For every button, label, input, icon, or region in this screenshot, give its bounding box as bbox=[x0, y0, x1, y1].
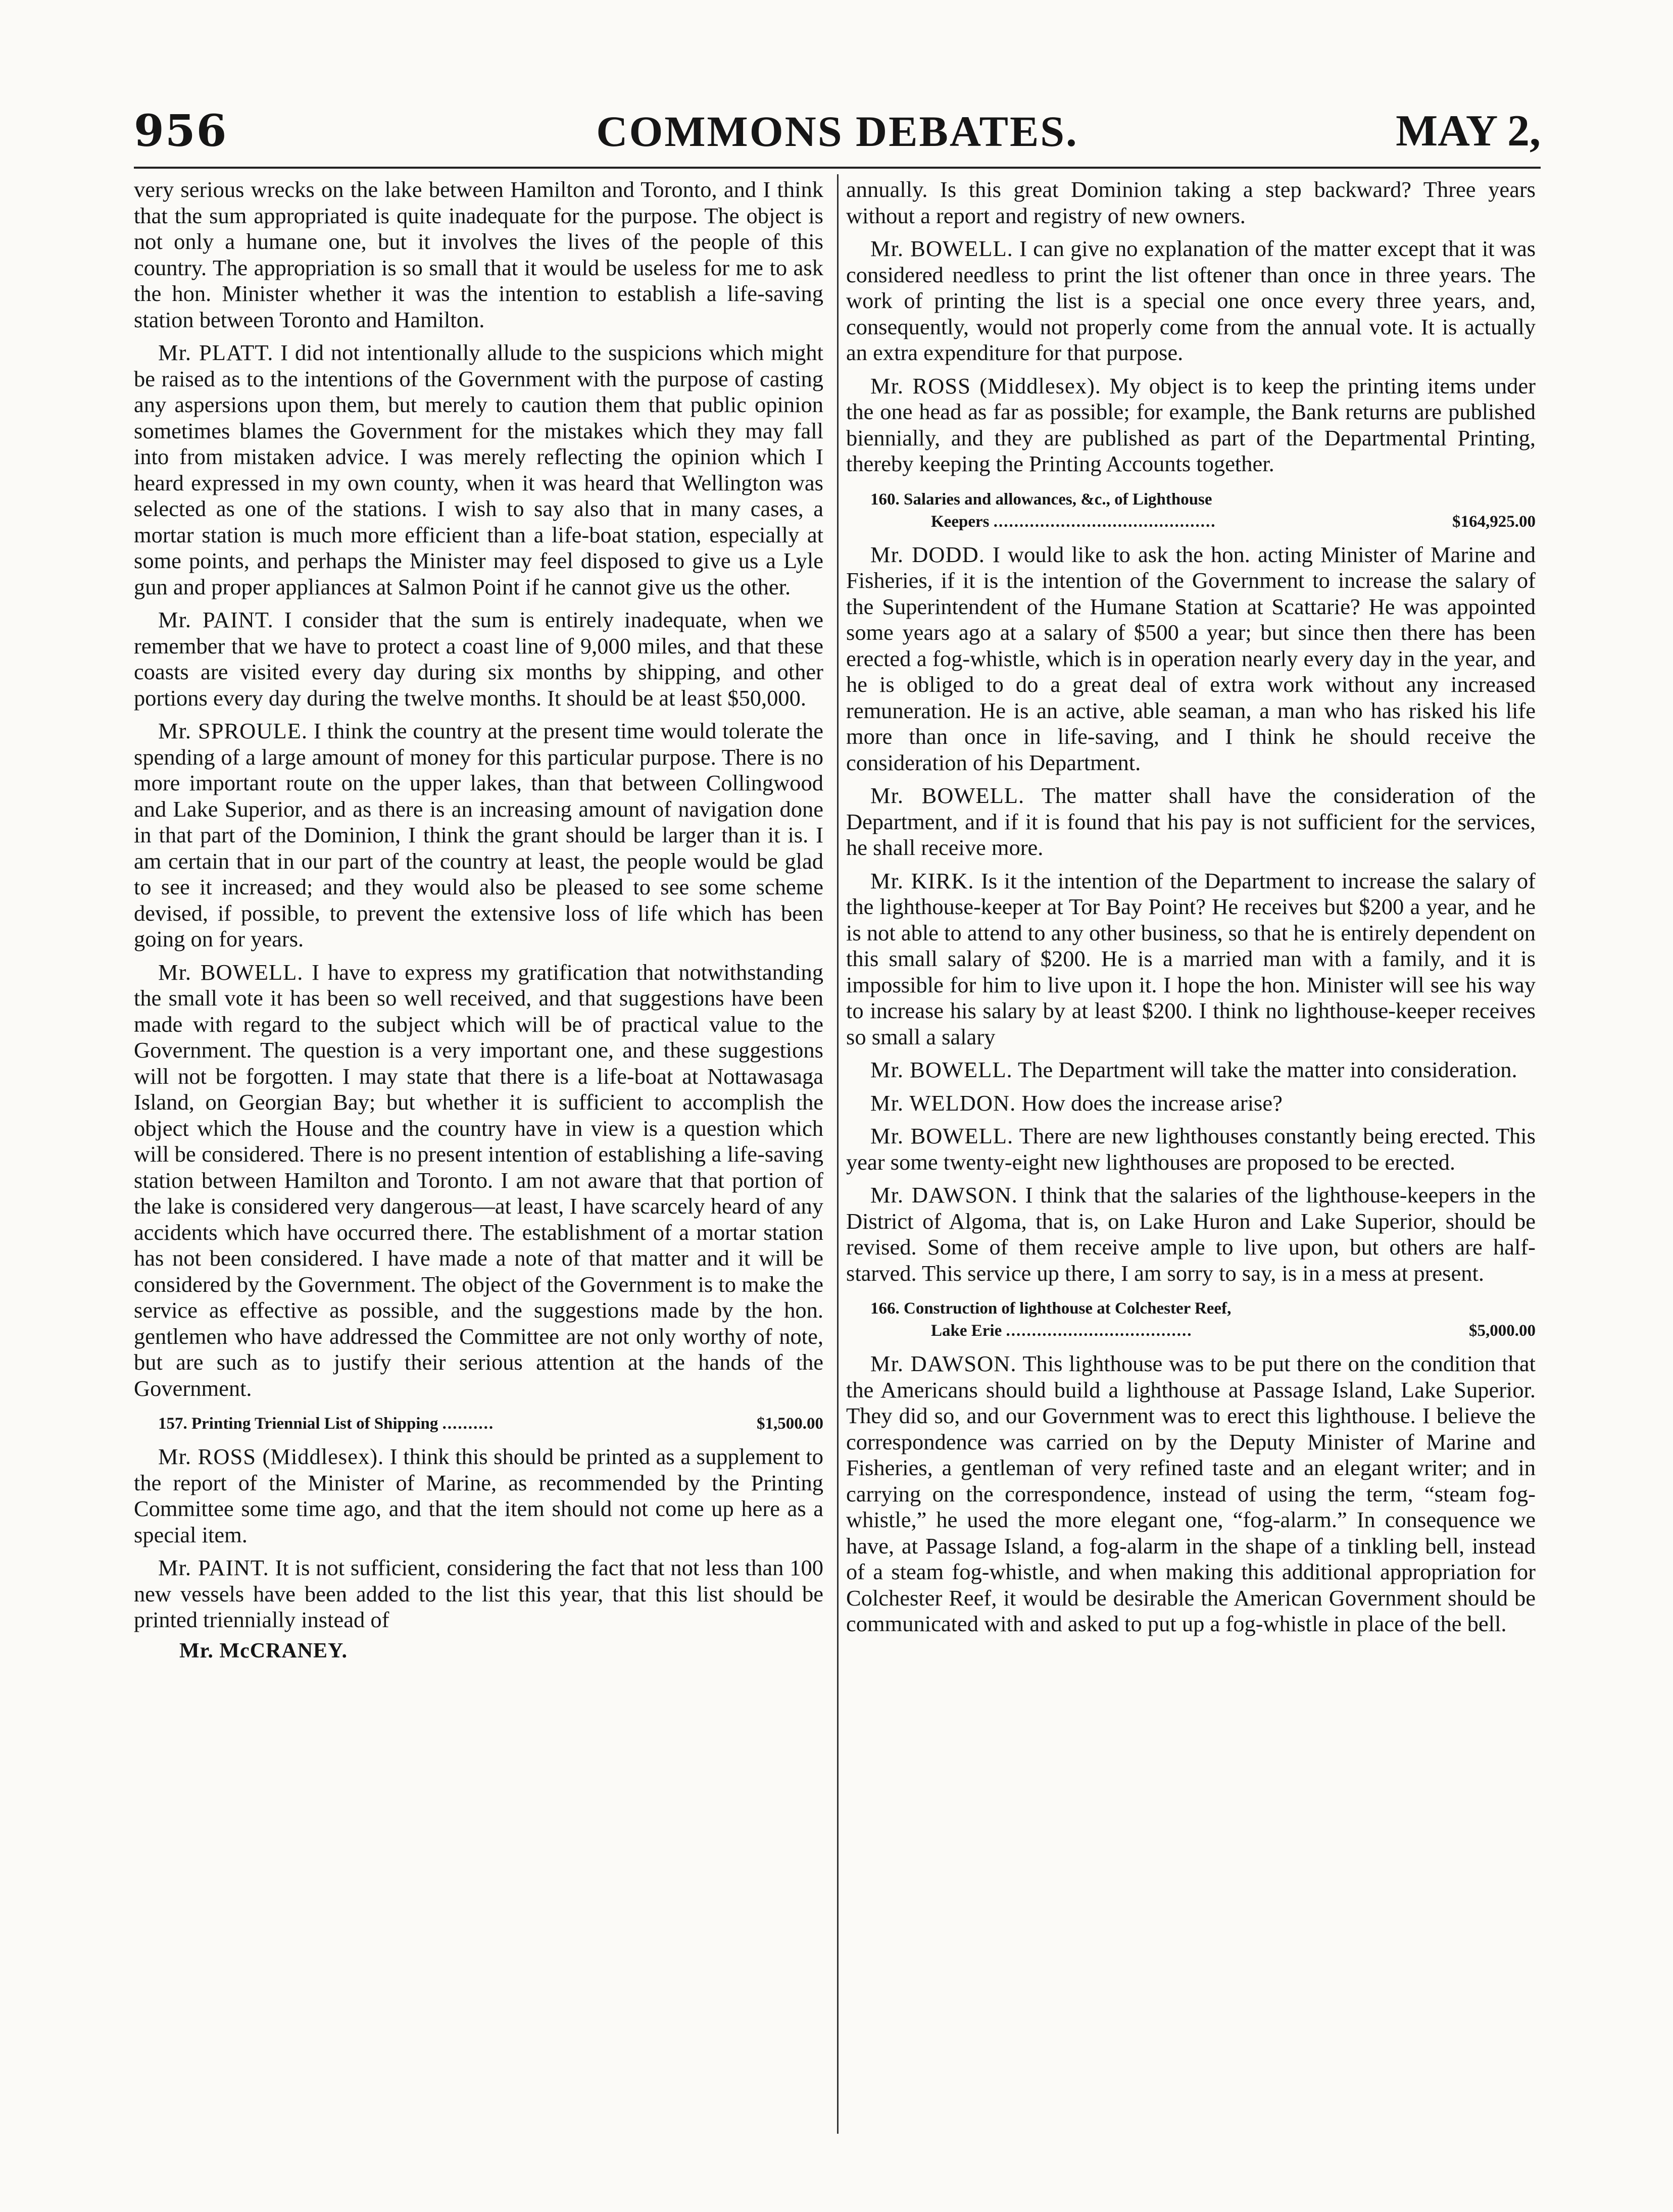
speaker-name: Mr. ROSS (Middlesex). bbox=[158, 1444, 384, 1469]
paragraph: Mr. BOWELL. There are new lighthouses constantly being erected. This year some twenty-eight new lighthouses are proposed to be erected. bbox=[846, 1123, 1536, 1175]
paragraph: Mr. DAWSON. I think that the salaries of the lighthouse-keepers in the District of Algoma, that is, on Lake Huron and Lake Superior, should be revised. Some of them receive ample to live upon, but others are half-starved. This service up there, I am sorry to say, is in a mess at present. bbox=[846, 1182, 1536, 1286]
column-divider bbox=[837, 174, 839, 2134]
speaker-name: Mr. KIRK. bbox=[870, 868, 974, 893]
paragraph: annually. Is this great Dominion taking a step backward? Three years without a report and registry of new owners. bbox=[846, 177, 1536, 228]
speaker-name: Mr. SPROULE. bbox=[158, 718, 308, 743]
paragraph: Mr. BOWELL. I have to express my gratification that notwithstanding the small vote it has been so well received, and that suggestions have been made with regard to the subject which will be of practical value to the Government. The question is a very important one, and these suggestions will not be forgotten. I may state that there is a life-boat at Nottawasaga Island, on Georgian Bay; but whether it is sufficient to accomplish the object which the House and the country have in view is a question which will be considered. There is no present intention of establishing a life-saving station between Hamilton and Toronto. I am not aware that that portion of the lake is considered very dangerous—at least, I have scarcely heard of any accidents which have occurred there. The establishment of a mortar station has not been considered. I have made a note of that matter and it will be considered by the Government. The object of the Government is to make the service as effective as possible, and the suggestions made by the hon. gentlemen who have addressed the Committee are not only worthy of note, but are such as to justify their serious attention at the hands of the Government. bbox=[134, 959, 823, 1401]
paragraph: Mr. WELDON. How does the increase arise? bbox=[870, 1090, 1283, 1116]
speaker-name: Mr. BOWELL. bbox=[870, 236, 1013, 261]
page-number: 956 bbox=[134, 106, 228, 157]
paragraph: Mr. BOWELL. The matter shall have the consideration of the Department, and if it is found that his pay is not sufficient for the services, he shall receive more. bbox=[846, 783, 1536, 860]
paragraph: Mr. PLATT. I did not intentionally allude to the suspicions which might be raised as to the intentions of the Government with the purpose of casting any aspersions upon them, but merely to caution them that public opinion sometimes blames the Government for the mistakes which they may fall into from mistaken advice. I was merely reflecting the opinion which I heard expressed in my own county, when it was heard that Wellington was selected as one of the stations. I wish to say also that in many cases, a mortar station is much more efficient than a life-boat station, especially at some points, and perhaps the Minister may feel disposed to give us a Lyle gun and proper appliances at Salmon Point if he cannot give us the other. bbox=[134, 340, 823, 599]
estimate-amount: $5,000.00 bbox=[1469, 1322, 1536, 1340]
paragraph: Mr. KIRK. Is it the intention of the Department to increase the salary of the lighthouse-keeper at Tor Bay Point? He receives but $200 a year, and he is not able to attend to any other business, so that he is entirely dependent on this small salary of $200. He is a married man with a family, and it is impossible for him to live upon it. I hope the hon. Minister will see his way to increase his salary by at least $200. I think no lighthouse-keeper receives so small a salary bbox=[846, 868, 1536, 1049]
speaker-name: Mr. DODD. bbox=[870, 541, 985, 567]
paragraph: Mr. DAWSON. This lighthouse was to be put there on the condition that the Americans should build a lighthouse at Passage Island, Lake Superior. They did so, and our Government was to erect this lighthouse. I believe the correspondence was carried on by the Deputy Minister of Marine and Fisheries, a gentleman of very refined taste and an elegant writer; and in carrying on the correspondence, instead of using the term, “steam fog-whistle,” he used the more elegant one, “fog-alarm.” In consequence we have, at Passage Island, a fog-alarm in the shape of a tinkling bell, instead of a steam fog-whistle, and when making this additional appropriation for Colchester Reef, it would be desirable the American Government should be communicated with and asked to put up a fog-whistle in place of the bell. bbox=[846, 1351, 1536, 1636]
estimate-item bbox=[846, 1297, 1536, 1342]
header-rule bbox=[134, 167, 1541, 169]
paragraph: Mr. PAINT. It is not sufficient, considering the fact that not less than 100 new vessels have been added to the list this year, that this list should be printed triennially instead of bbox=[134, 1555, 823, 1632]
estimate-amount: $1,500.00 bbox=[757, 1415, 823, 1433]
estimate-item bbox=[846, 488, 1536, 533]
estimate-amount: $164,925.00 bbox=[1452, 512, 1536, 531]
paragraph: Mr. DODD. I would like to ask the hon. acting Minister of Marine and Fisheries, if it is the intention of the Government to increase the salary of the Superintendent of the Humane Station at Scattarie? He was appointed some years ago at a salary of $500 a year; but since then there has been erected a fog-whistle, which is in operation nearly every day in the year, and he is obliged to do a great deal of extra work without any increased remuneration. He is an active, able seaman, a man who has risked his life more than once in life-saving, and I think he should receive the consideration of his Department. bbox=[846, 541, 1536, 775]
paragraph: Mr. BOWELL. I can give no explanation of the matter except that it was considered needless to print the list oftener than once in three years. The work of printing the list is a special one once every three years, and, consequently, would not properly come from the annual vote. It is actually an extra expenditure for that purpose. bbox=[846, 236, 1536, 365]
speaker-name: Mr. PAINT. bbox=[158, 607, 274, 632]
page-footer-catchword: Mr. McCRANEY. bbox=[179, 1639, 348, 1663]
speaker-name: Mr. PAINT. bbox=[158, 1555, 269, 1580]
left-column bbox=[134, 177, 823, 1664]
paragraph: very serious wrecks on the lake between Hamilton and Toronto, and I think that the sum appropriated is quite inadequate for the purpose. The object is not only a humane one, but it involves the lives of the people of this country. The appropriation is so small that it would be useless for me to ask the hon. Minister whether it was the intention to establish a life-saving station between Toronto and Hamilton. bbox=[134, 177, 823, 332]
speaker-name: Mr. BOWELL. bbox=[870, 1057, 1013, 1082]
estimate-item bbox=[134, 1413, 823, 1435]
page-title: COMMONS DEBATES. bbox=[596, 107, 1078, 156]
paragraph: Mr. PAINT. I consider that the sum is entirely inadequate, when we remember that we have to protect a coast line of 9,000 miles, and that these coasts are visited every day during six months by shipping, and other portions every day during the twelve months. It should be at least $50,000. bbox=[134, 607, 823, 711]
page-date: MAY 2, bbox=[1396, 107, 1541, 156]
speaker-name: Mr. BOWELL. bbox=[870, 1123, 1014, 1148]
paragraph: Mr. ROSS (Middlesex). I think this should be printed as a supplement to the report of the Minister of Marine, as recommended by the Printing Committee some time ago, and that the item should not come up here as a special item. bbox=[134, 1444, 824, 1547]
speaker-name: Mr. PLATT. bbox=[158, 340, 274, 365]
speaker-name: Mr. DAWSON. bbox=[870, 1351, 1017, 1376]
speaker-name: Mr. BOWELL. bbox=[158, 959, 304, 985]
estimate-item-label: 160. Salaries and allowances, &c., of Lighthouse bbox=[870, 490, 1212, 509]
page-header bbox=[134, 104, 1541, 159]
estimate-item-label: 166. Construction of lighthouse at Colchester Reef, bbox=[870, 1299, 1232, 1318]
speaker-name: Mr. ROSS (Middlesex). bbox=[870, 373, 1101, 398]
leader-dots: .......... bbox=[442, 1415, 495, 1433]
right-column bbox=[846, 177, 1536, 1644]
speaker-name: Mr. DAWSON. bbox=[870, 1182, 1018, 1208]
leader-dots: .................................... bbox=[1006, 1322, 1193, 1340]
speaker-name: Mr. BOWELL. bbox=[870, 783, 1025, 808]
estimate-item-label: 157. Printing Triennial List of Shipping bbox=[158, 1415, 438, 1433]
paragraph: Mr. BOWELL. The Department will take the matter into consideration. bbox=[870, 1057, 1517, 1082]
speaker-name: Mr. WELDON. bbox=[870, 1090, 1016, 1116]
estimate-item-label-cont: Keepers bbox=[931, 512, 990, 531]
paragraph: Mr. SPROULE. I think the country at the present time would tolerate the spending of a large amount of money for this particular purpose. There is no more important route on the upper lakes, than that between Collingwood and Lake Superior, and as there is an increasing amount of navigation done in that part of the Dominion, I think the grant should be larger than it is. I am certain that in our part of the country at least, the people would be glad to see it increased; and they would also be pleased to see some scheme devised, if possible, to prevent the extensive loss of life which has been going on for years. bbox=[134, 718, 824, 951]
estimate-item-label-cont: Lake Erie bbox=[931, 1322, 1002, 1340]
leader-dots: ........................................... bbox=[993, 512, 1216, 531]
paragraph: Mr. ROSS (Middlesex). My object is to keep the printing items under the one head as far as possible; for example, the Bank returns are published biennially, and they are published as part of the Departmental Printing, thereby keeping the Printing Accounts together. bbox=[846, 373, 1536, 476]
